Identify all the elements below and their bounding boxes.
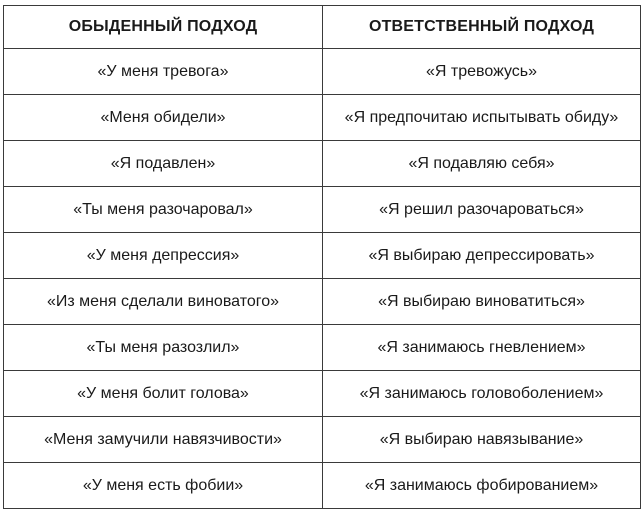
responsible-phrase: «Я подавляю себя» [323, 141, 641, 187]
ordinary-phrase: «Ты меня разочаровал» [4, 187, 323, 233]
responsible-phrase: «Я решил разочароваться» [323, 187, 641, 233]
responsible-phrase: «Я занимаюсь гневлением» [323, 325, 641, 371]
table-row [4, 371, 641, 417]
header-responsible-approach: ОТВЕТСТВЕННЫЙ ПОДХОД [323, 6, 641, 49]
responsible-phrase: «Я занимаюсь головоболением» [323, 371, 641, 417]
table-row [4, 417, 641, 463]
responsible-phrase: «Я предпочитаю испытывать обиду» [323, 95, 641, 141]
comparison-table-container [3, 5, 640, 509]
table-row [4, 325, 641, 371]
responsible-phrase: «Я тревожусь» [323, 49, 641, 95]
table-row [4, 463, 641, 509]
responsible-phrase: «Я занимаюсь фобированием» [323, 463, 641, 509]
ordinary-phrase: «Меня замучили навязчивости» [4, 417, 323, 463]
responsible-phrase: «Я выбираю виноватиться» [323, 279, 641, 325]
ordinary-phrase: «Из меня сделали виноватого» [4, 279, 323, 325]
ordinary-phrase: «У меня болит голова» [4, 371, 323, 417]
header-row [4, 6, 641, 49]
table-row [4, 279, 641, 325]
ordinary-phrase: «У меня есть фобии» [4, 463, 323, 509]
header-ordinary-approach: ОБЫДЕННЫЙ ПОДХОД [4, 6, 323, 49]
table-row [4, 233, 641, 279]
table-row [4, 187, 641, 233]
responsible-phrase: «Я выбираю навязывание» [323, 417, 641, 463]
table-row [4, 95, 641, 141]
ordinary-phrase: «Ты меня разозлил» [4, 325, 323, 371]
ordinary-phrase: «У меня депрессия» [4, 233, 323, 279]
table-row [4, 49, 641, 95]
comparison-table [3, 5, 641, 509]
table-row [4, 141, 641, 187]
ordinary-phrase: «У меня тревога» [4, 49, 323, 95]
ordinary-phrase: «Меня обидели» [4, 95, 323, 141]
ordinary-phrase: «Я подавлен» [4, 141, 323, 187]
responsible-phrase: «Я выбираю депрессировать» [323, 233, 641, 279]
